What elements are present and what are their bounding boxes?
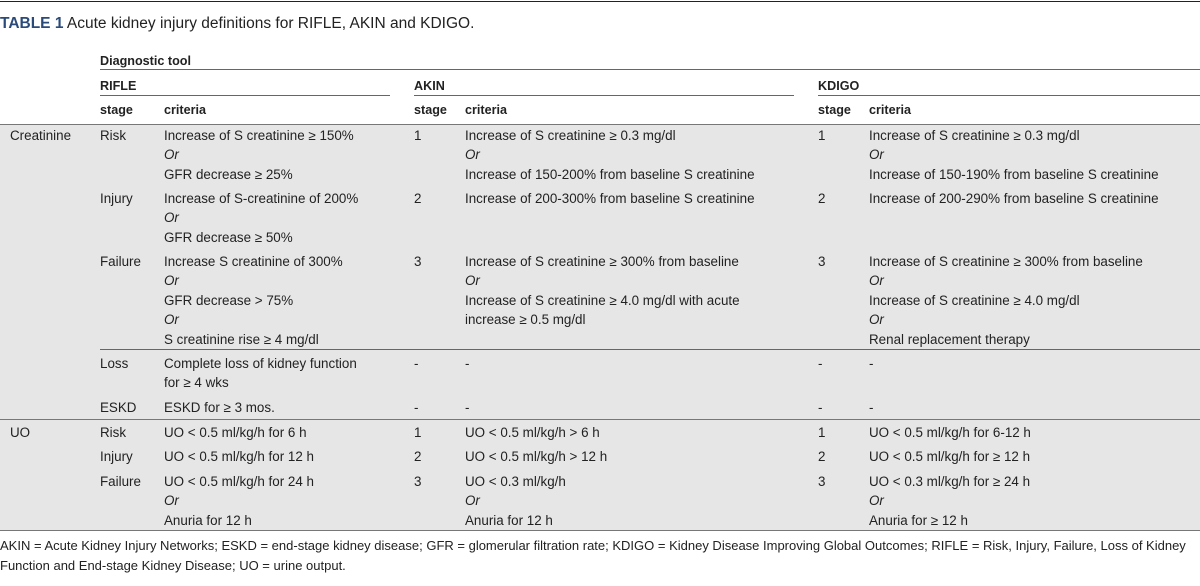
rifle-criteria-line: Complete loss of kidney function xyxy=(164,356,357,371)
kdigo-criteria-line: Renal replacement therapy xyxy=(869,331,1030,347)
akin-stage-cell: 2 xyxy=(414,191,422,206)
akin-criteria-line: Increase of 150-200% from baseline S creatinine xyxy=(465,166,755,182)
rifle-stage-cell: Risk xyxy=(100,128,127,143)
top-rule xyxy=(0,1,1200,2)
akin-criteria-line: Or xyxy=(465,493,480,509)
diagnostic-tool-underline xyxy=(100,69,1200,70)
akin-criteria-line: Increase of 200-300% from baseline S creatinine xyxy=(465,191,755,206)
rifle-criteria-line: GFR decrease ≥ 25% xyxy=(164,166,293,182)
row-group-label: UO xyxy=(10,425,31,440)
rifle-criteria-line: ESKD for ≥ 3 mos. xyxy=(164,400,275,415)
kdigo-stage-heading: stage xyxy=(818,103,851,117)
akin-stage-cell: 1 xyxy=(414,425,422,440)
kdigo-criteria-line: - xyxy=(869,400,874,415)
diagnostic-tool-heading: Diagnostic tool xyxy=(100,54,191,68)
rifle-heading: RIFLE xyxy=(100,79,137,93)
kdigo-heading: KDIGO xyxy=(818,79,860,93)
rifle-criteria-line: UO < 0.5 ml/kg/h for 12 h xyxy=(164,449,314,464)
kdigo-stage-cell: 2 xyxy=(818,449,826,464)
akin-criteria-line: - xyxy=(465,356,470,371)
akin-criteria-line: Increase of S creatinine ≥ 0.3 mg/dl xyxy=(465,128,676,143)
kdigo-criteria-line: Or xyxy=(869,273,884,289)
rifle-criteria-line: Or xyxy=(164,147,179,163)
kdigo-criteria-line: - xyxy=(869,356,874,371)
rifle-stage-cell: Injury xyxy=(100,449,133,464)
kdigo-stage-cell: 3 xyxy=(818,474,826,489)
rifle-criteria-line: for ≥ 4 wks xyxy=(164,375,229,391)
rifle-criteria-line: Increase of S-creatinine of 200% xyxy=(164,191,359,206)
akin-criteria-line: UO < 0.5 ml/kg/h > 12 h xyxy=(465,449,608,464)
akin-criteria-line: increase ≥ 0.5 mg/dl xyxy=(465,312,586,328)
kdigo-criteria-line: Increase of S creatinine ≥ 0.3 mg/dl xyxy=(869,128,1080,143)
rifle-criteria-line: Or xyxy=(164,312,179,328)
akin-criteria-line: UO < 0.5 ml/kg/h > 6 h xyxy=(465,425,600,440)
rifle-stage-cell: Injury xyxy=(100,191,133,206)
rifle-criteria-line: UO < 0.5 ml/kg/h for 24 h xyxy=(164,474,314,489)
kdigo-stage-cell: - xyxy=(818,400,823,415)
akin-criteria-line: Or xyxy=(465,147,480,163)
kdigo-criteria-line: Increase of 200-290% from baseline S creatinine xyxy=(869,191,1159,206)
akin-criteria-line: Increase of S creatinine ≥ 300% from baseline xyxy=(465,254,739,269)
akin-stage-cell: - xyxy=(414,400,419,415)
rifle-criteria-line: Or xyxy=(164,493,179,509)
akin-stage-heading: stage xyxy=(414,103,447,117)
table-label: TABLE 1 xyxy=(0,15,64,32)
row-group-label: Creatinine xyxy=(10,128,72,143)
akin-stage-cell: 2 xyxy=(414,449,422,464)
rifle-stage-cell: ESKD xyxy=(100,400,137,415)
akin-stage-cell: 1 xyxy=(414,128,422,143)
table-title: Acute kidney injury definitions for RIFLE, AKIN and KDIGO. xyxy=(66,15,475,32)
loss-separator xyxy=(100,349,1200,350)
rifle-criteria-line: GFR decrease > 75% xyxy=(164,292,294,308)
rifle-criteria-line: UO < 0.5 ml/kg/h for 6 h xyxy=(164,425,307,440)
kdigo-criteria-line: Or xyxy=(869,493,884,509)
akin-stage-cell: 3 xyxy=(414,474,422,489)
akin-heading: AKIN xyxy=(414,79,445,93)
kdigo-stage-cell: 1 xyxy=(818,128,826,143)
kdigo-criteria-line: UO < 0.5 ml/kg/h for 6-12 h xyxy=(869,425,1031,440)
rifle-criteria-line: GFR decrease ≥ 50% xyxy=(164,229,293,245)
table-header xyxy=(0,44,1200,124)
group-separator xyxy=(0,419,1200,420)
table-footnote: AKIN = Acute Kidney Injury Networks; ESKD = end-stage kidney disease; GFR = glomerular filtration rate; KDIGO = Kidney Disease Improving Global Outcomes; RIFLE = Risk, Injury, Failure, Loss of Kidney Function and End-stage Kidney Disease; UO = urine output. xyxy=(0,538,1186,573)
kdigo-stage-cell: 2 xyxy=(818,191,826,206)
rifle-stage-cell: Loss xyxy=(100,356,129,371)
rifle-criteria-line: Or xyxy=(164,210,179,226)
akin-stage-cell: 3 xyxy=(414,254,422,269)
rifle-underline xyxy=(100,95,390,96)
akin-criteria-line: Anuria for 12 h xyxy=(465,512,553,528)
rifle-criteria-line: Anuria for 12 h xyxy=(164,512,252,528)
akin-stage-cell: - xyxy=(414,356,419,371)
kdigo-criteria-line: Increase of 150-190% from baseline S creatinine xyxy=(869,166,1159,182)
kdigo-stage-cell: - xyxy=(818,356,823,371)
kdigo-stage-cell: 3 xyxy=(818,254,826,269)
rifle-stage-cell: Risk xyxy=(100,425,127,440)
rifle-criteria-line: Or xyxy=(164,273,179,289)
kdigo-criteria-line: UO < 0.3 ml/kg/h for ≥ 24 h xyxy=(869,474,1031,489)
kdigo-criteria-line: Or xyxy=(869,312,884,328)
kdigo-criteria-line: UO < 0.5 ml/kg/h for ≥ 12 h xyxy=(869,449,1031,464)
akin-underline xyxy=(414,95,794,96)
kdigo-criteria-line: Anuria for ≥ 12 h xyxy=(869,512,968,528)
akin-criteria-line: - xyxy=(465,400,470,415)
rifle-stage-heading: stage xyxy=(100,103,133,117)
akin-criteria-line: Increase of S creatinine ≥ 4.0 mg/dl with acute xyxy=(465,292,740,308)
kdigo-underline xyxy=(818,95,1200,96)
kdigo-criteria-line: Increase of S creatinine ≥ 300% from baseline xyxy=(869,254,1143,269)
kdigo-criteria-heading: criteria xyxy=(869,103,912,117)
kdigo-criteria-line: Or xyxy=(869,147,884,163)
header-bottom-rule xyxy=(0,124,1200,125)
rifle-criteria-line: Increase of S creatinine ≥ 150% xyxy=(164,128,354,143)
table-caption xyxy=(0,15,474,33)
akin-criteria-line: Or xyxy=(465,273,480,289)
akin-criteria-heading: criteria xyxy=(465,103,508,117)
kdigo-criteria-line: Increase of S creatinine ≥ 4.0 mg/dl xyxy=(869,292,1080,308)
rifle-stage-cell: Failure xyxy=(100,474,141,489)
kdigo-stage-cell: 1 xyxy=(818,425,826,440)
rifle-criteria-line: S creatinine rise ≥ 4 mg/dl xyxy=(164,331,319,347)
rifle-criteria-heading: criteria xyxy=(164,103,207,117)
rifle-stage-cell: Failure xyxy=(100,254,141,269)
akin-criteria-line: UO < 0.3 ml/kg/h xyxy=(465,474,566,489)
rifle-criteria-line: Increase S creatinine of 300% xyxy=(164,254,343,269)
